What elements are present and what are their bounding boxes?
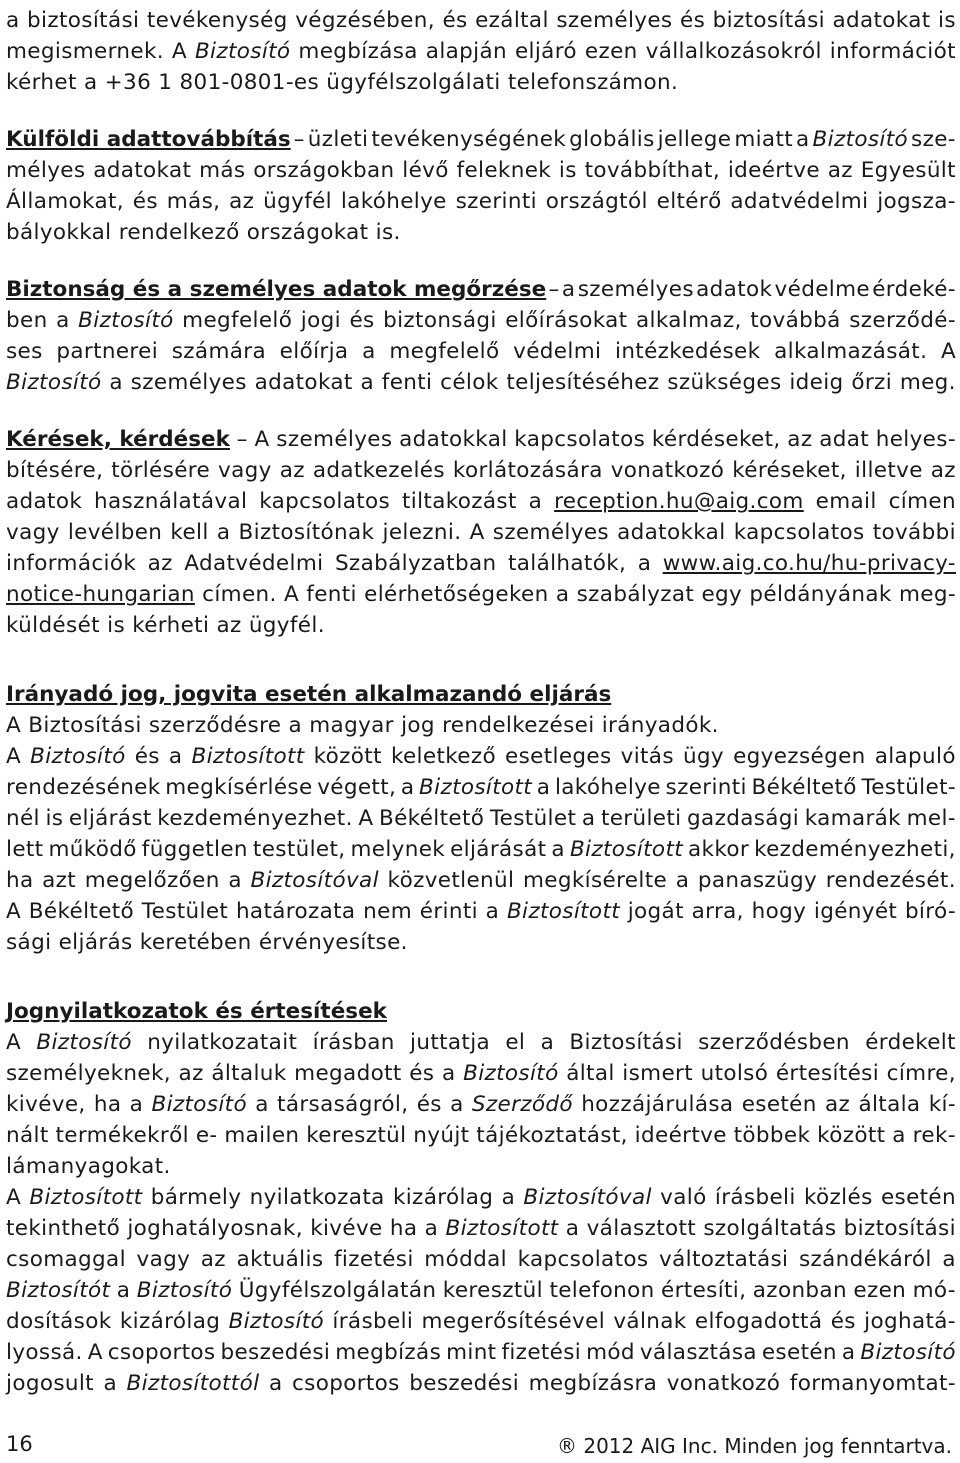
text-line: ses partnerei számára előírja a megfelelő védelmi intézkedések alkalmazását. A	[6, 339, 956, 364]
link-text[interactable]: notice-hungarian	[6, 582, 195, 607]
text-line: kivéve, ha a Biztosító a társaságról, és a Szerződő hozzájárulása esetén az általa kí-	[6, 1092, 956, 1117]
section-heading: Kérések, kérdések	[6, 427, 230, 452]
text-line: csomaggal vagy az aktuális fizetési móddal kapcsolatos változtatási szándékáról a	[6, 1247, 956, 1272]
text-line: küldését is kérheti az ügyfél.	[6, 613, 325, 638]
text-line: Biztonság és a személyes adatok megőrzése – a személyes adatok védelme érdeké-	[6, 275, 956, 305]
text-line: Biztosítót a Biztosító Ügyfélszolgálatán keresztül telefonon értesíti, azonban ezen mó-	[6, 1278, 956, 1303]
text-line: Államokat, és más, az ügyfél lakóhelye szerinti országtól eltérő adatvédelmi jogsza-	[6, 189, 956, 214]
text-line: ben a Biztosító megfelelő jogi és biztonsági előírásokat alkalmaz, továbbá szerződé-	[6, 308, 956, 333]
copyright-notice: ® 2012 AIG Inc. Minden jog fenntartva.	[556, 1434, 952, 1458]
text-line: nél is eljárást kezdeményezhet. A Békéltető Testület a területi gazdasági kamarák mel-	[6, 806, 956, 831]
text-line: Külföldi adattovábbítás – üzleti tevékenységének globális jellege miatt a Biztosító sze-	[6, 125, 956, 155]
text-line: személyeknek, az általuk megadott és a Biztosító által ismert utolsó értesítési címre,	[6, 1061, 956, 1086]
text-line: dosítások kizárólag Biztosító írásbeli megerősítésével válnak elfogadottá és joghatá-	[6, 1309, 956, 1334]
text-line: A Biztosított bármely nyilatkozata kizárólag a Biztosítóval való írásbeli közlés esetén	[6, 1185, 956, 1210]
text-line: lyossá. A csoportos beszedési megbízás mint fizetési mód választása esetén a Biztosító	[6, 1340, 956, 1365]
text-line: nált termékekről e- mailen keresztül nyújt tájékoztatást, ideértve többek között a rek-	[6, 1123, 956, 1148]
text-line: információk az Adatvédelmi Szabályzatban találhatók, a www.aig.co.hu/hu-privacy-	[6, 549, 956, 579]
text-line: notice-hungarian címen. A fenti elérhetőségeken a szabályzat egy példányának meg-	[6, 580, 956, 610]
text-line: megismernek. A Biztosító megbízása alapján eljáró ezen vállalkozásokról információt	[6, 39, 956, 64]
text-line: a biztosítási tevékenység végzésében, és ezáltal személyes és biztosítási adatokat is	[6, 8, 956, 33]
text-line: A Békéltető Testület határozata nem érinti a Biztosított jogát arra, hogy igényét bíró-	[6, 899, 956, 924]
section-heading: Jognyilatkozatok és értesítések	[6, 999, 387, 1024]
section-heading	[6, 680, 611, 710]
page-number: 16	[6, 1432, 33, 1456]
text-line: vagy levélben kell a Biztosítónak jelezni. A személyes adatokkal kapcsolatos további	[6, 520, 956, 545]
text-line: A Biztosítási szerződésre a magyar jog rendelkezései irányadók.	[6, 713, 719, 738]
link-text[interactable]: reception.hu@aig.com	[554, 489, 804, 514]
text-line: tekinthető joghatályosnak, kivéve ha a Biztosított a választott szolgáltatás biztosítási	[6, 1216, 956, 1241]
section-heading: Biztonság és a személyes adatok megőrzése	[6, 277, 547, 302]
link-text[interactable]: www.aig.co.hu/hu-privacy-	[662, 551, 956, 576]
text-line: sági eljárás keretében érvényesítse.	[6, 930, 408, 955]
text-line: lett működő független testület, melynek eljárását a Biztosított akkor kezdeményezheti,	[6, 837, 956, 862]
text-line: A Biztosító és a Biztosított között keletkező esetleges vitás ügy egyezségen alapuló	[6, 744, 956, 769]
text-line: adatok használatával kapcsolatos tiltakozást a reception.hu@aig.com email címen	[6, 487, 956, 517]
text-line: jogosult a Biztosítottól a csoportos beszedési megbízásra vonatkozó formanyomtat-	[6, 1371, 956, 1396]
text-line: lámanyagokat.	[6, 1154, 171, 1179]
text-line: rendezésének megkísérlése végett, a Biztosított a lakóhelye szerinti Békéltető Testület-	[6, 775, 956, 800]
section-heading: Irányadó jog, jogvita esetén alkalmazandó eljárás	[6, 682, 612, 707]
text-line: mélyes adatokat más országokban lévő feleknek is továbbíthat, ideértve az Egyesült	[6, 158, 956, 183]
text-line: A Biztosító nyilatkozatait írásban juttatja el a Biztosítási szerződésben érdekelt	[6, 1030, 956, 1055]
text-line: kérhet a +36 1 801-0801-es ügyfélszolgálati telefonszámon.	[6, 70, 679, 95]
section-heading: Külföldi adattovábbítás	[6, 127, 291, 152]
text-line: bítésére, törlésére vagy az adatkezelés korlátozására vonatkozó kéréseket, illetve az	[6, 458, 956, 483]
text-line: ha azt megelőzően a Biztosítóval közvetlenül megkísérelte a panaszügy rendezését.	[6, 868, 956, 893]
text-line: bályokkal rendelkező országokat is.	[6, 220, 401, 245]
section-heading	[6, 997, 387, 1027]
text-line: Kérések, kérdések – A személyes adatokkal kapcsolatos kérdéseket, az adat helyes-	[6, 425, 956, 455]
text-line: Biztosító a személyes adatokat a fenti célok teljesítéséhez szükséges ideig őrzi meg.	[6, 370, 956, 395]
